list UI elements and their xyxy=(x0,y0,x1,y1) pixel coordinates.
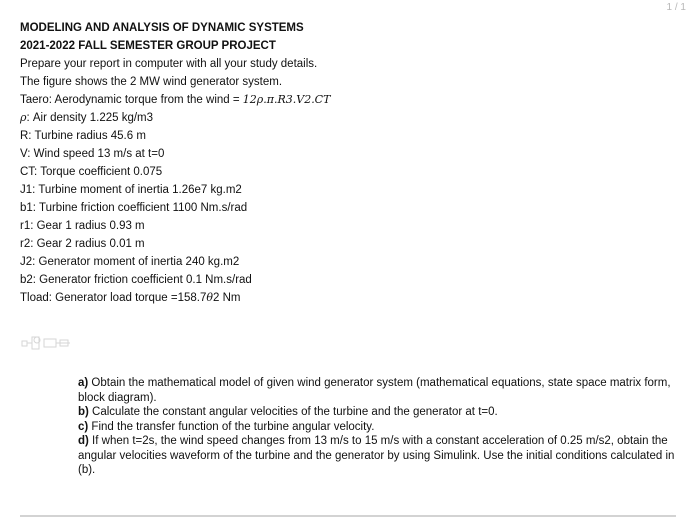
taero-formula: 12ρ.π.R3.V2.CT xyxy=(242,93,331,106)
document-subtitle: 2021-2022 FALL SEMESTER GROUP PROJECT xyxy=(20,40,276,52)
intro-line: The figure shows the 2 MW wind generator system. xyxy=(20,76,283,88)
document-body xyxy=(20,19,680,307)
bottom-divider xyxy=(20,515,676,517)
figure-block xyxy=(44,339,56,347)
param-turbine-radius: R: Turbine radius 45.6 m xyxy=(20,130,146,142)
question-key: c) xyxy=(78,420,89,433)
taero-definition xyxy=(20,91,680,109)
figure-thumbnail xyxy=(20,333,74,353)
param-load-torque xyxy=(20,289,680,307)
page-counter: 1 / 1 xyxy=(666,2,686,13)
question-key: a) xyxy=(78,377,89,389)
taero-label: Taero: Aerodynamic torque from the wind = xyxy=(20,94,243,106)
question-item xyxy=(78,405,678,420)
param-turbine-inertia: J1: Turbine moment of inertia 1.26e7 kg.m2 xyxy=(20,184,242,196)
tload-label: Tload: Generator load torque =158.7 xyxy=(20,292,207,304)
rho-symbol: ρ xyxy=(20,111,27,124)
rho-text: : Air density 1.225 kg/m3 xyxy=(26,112,154,124)
question-item xyxy=(78,434,678,478)
question-text: Obtain the mathematical model of given wind generator system (mathematical equations, state space matrix form, block diagram). xyxy=(78,377,671,404)
param-gear1-radius: r1: Gear 1 radius 0.93 m xyxy=(20,220,145,232)
param-wind-speed: V: Wind speed 13 m/s at t=0 xyxy=(20,148,165,160)
param-generator-friction: b2: Generator friction coefficient 0.1 Nm.s/rad xyxy=(20,274,252,286)
tload-rest: 2 Nm xyxy=(213,292,241,304)
question-text: Calculate the constant angular velocities of the turbine and the generator at t=0. xyxy=(88,406,498,418)
param-gear2-radius: r2: Gear 2 radius 0.01 m xyxy=(20,238,145,250)
question-text: Find the transfer function of the turbine angular velocity. xyxy=(88,420,375,433)
question-item xyxy=(78,420,678,435)
question-item xyxy=(78,376,678,405)
rho-definition xyxy=(20,109,680,127)
figure-block xyxy=(22,341,27,346)
question-key: b) xyxy=(78,406,89,418)
question-key: d) xyxy=(78,435,89,447)
intro-line: Prepare your report in computer with all your study details. xyxy=(20,58,318,70)
theta-symbol: θ xyxy=(206,291,213,304)
param-turbine-friction: b1: Turbine friction coefficient 1100 Nm.s/rad xyxy=(20,202,248,214)
param-generator-inertia: J2: Generator moment of inertia 240 kg.m2 xyxy=(20,256,240,268)
document-title: MODELING AND ANALYSIS OF DYNAMIC SYSTEMS xyxy=(20,22,304,34)
question-text: If when t=2s, the wind speed changes from 13 m/s to 15 m/s with a constant acceleration of 0.25 m/s2, obtain the angular velocities waveform of the turbine and the generator by using Simulink. Use the initial conditions calculated in (b). xyxy=(78,435,675,476)
questions-list xyxy=(78,376,678,478)
param-torque-coefficient: CT: Torque coefficient 0.075 xyxy=(20,166,163,178)
